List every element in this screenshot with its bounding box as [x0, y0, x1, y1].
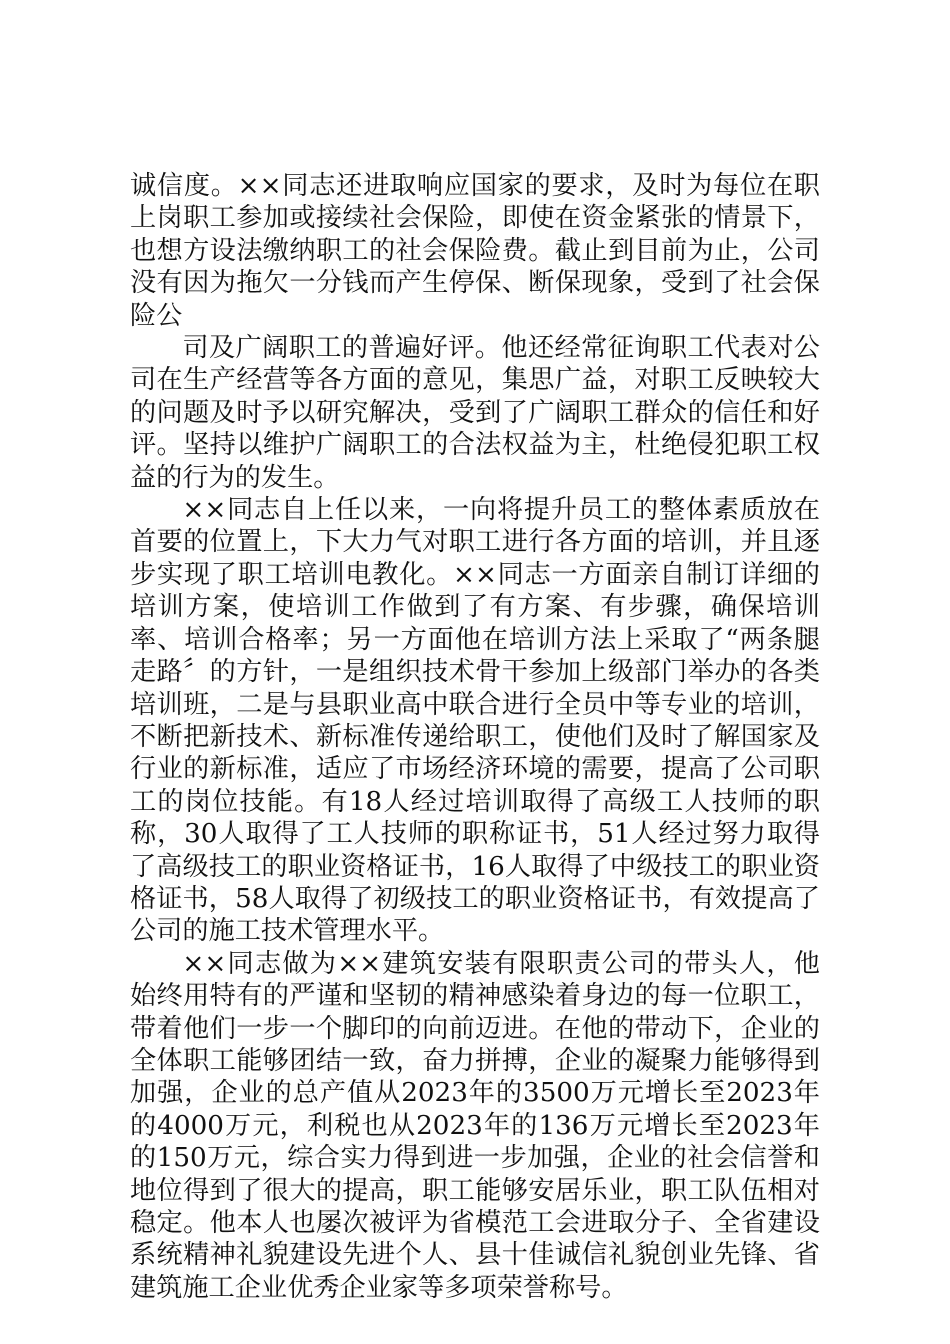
paragraph-3: ××同志自上任以来，一向将提升员工的整体素质放在首要的位置上，下大力气对职工进行各方面的培训，并且逐步实现了职工培训电教化。××同志一方面亲自制订详细的培训方案，使培训工作做到了有方案、有步骤，确保培训率、培训合格率；另一方面他在培训方法上采取了“两条腿走路〞的方针，一是组织技术骨干参加上级部门举办的各类培训班，二是与县职业高中联合进行全员中等专业的培训，不断把新技术、新标准传递给职工，使他们及时了解国家及行业的新标准，适应了市场经济环境的需要，提高了公司职工的岗位技能。有18人经过培训取得了高级工人技师的职称，30人取得了工人技师的职称证书，51人经过努力取得了高级技工的职业资格证书，16人取得了中级技工的职业资格证书，58人取得了初级技工的职业资格证书，有效提高了公司的施工技术管理水平。 [130, 495, 820, 947]
paragraph-1: 诚信度。××同志还进取响应国家的要求，及时为每位在职上岗职工参加或接续社会保险，即使在资金紧张的情景下，也想方设法缴纳职工的社会保险费。截止到目前为止，公司没有因为拖欠一分钱而产生停保、断保现象，受到了社会保险公 [130, 171, 820, 331]
paragraph-2: 司及广阔职工的普遍好评。他还经常征询职工代表对公司在生产经营等各方面的意见，集思广益，对职工反映较大的问题及时予以研究解决，受到了广阔职工群众的信任和好评。坚持以维护广阔职工的合法权益为主，杜绝侵犯职工权益的行为的发生。 [130, 333, 820, 493]
document-body [130, 170, 820, 1304]
paragraph-4: ××同志做为××建筑安装有限职责公司的带头人，他始终用特有的严谨和坚韧的精神感染着身边的每一位职工，带着他们一步一个脚印的向前迈进。在他的带动下，企业的全体职工能够团结一致，奋力拼搏，企业的凝聚力能够得到加强，企业的总产值从2023年的3500万元增长至2023年的4000万元，利税也从2023年的136万元增长至2023年的150万元，综合实力得到进一步加强，企业的社会信誉和地位得到了很大的提高，职工能够安居乐业，职工队伍相对稳定。他本人也屡次被评为省模范工会进取分子、全省建设系统精神礼貌建设先进个人、县十佳诚信礼貌创业先锋、省建筑施工企业优秀企业家等多项荣誉称号。 [130, 948, 820, 1303]
